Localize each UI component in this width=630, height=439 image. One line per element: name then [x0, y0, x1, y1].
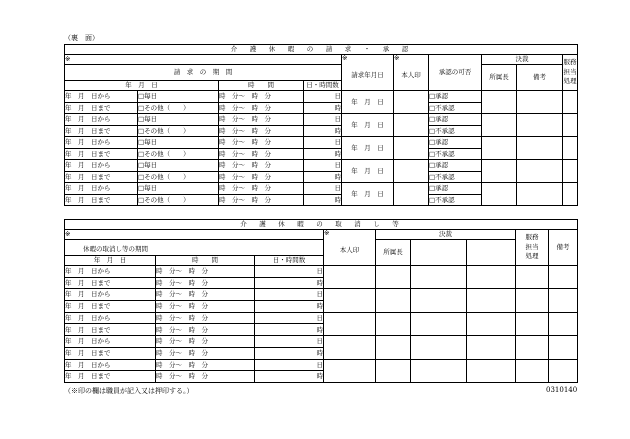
- days-header: 日・時間数: [304, 81, 342, 91]
- other-checkbox: □その他（ ）: [138, 102, 219, 114]
- time-range-cell: 時 分～ 時 分: [219, 91, 304, 103]
- time-range-cell: 時 分～ 時 分: [219, 137, 304, 149]
- chief-input-cell[interactable]: [482, 91, 517, 114]
- reject-checkbox: □不承認: [429, 148, 482, 160]
- hours-cell: 時: [255, 371, 324, 383]
- decision-header: 決裁: [376, 230, 516, 240]
- cancel-row: [65, 336, 578, 348]
- hours-cell: 時: [255, 301, 324, 313]
- period-end-cell: 年 月 日まで: [65, 171, 138, 183]
- period-end-cell: 年 月 日まで: [65, 347, 156, 359]
- decision-input-cell[interactable]: [467, 266, 516, 289]
- time-range-cell: 時 分～ 時 分: [219, 125, 304, 137]
- time-range-cell: 時 分～ 時 分: [219, 114, 304, 126]
- days-cell: 日: [255, 266, 324, 278]
- time-header: 時 間: [219, 81, 304, 91]
- chief-input-cell[interactable]: [376, 336, 411, 359]
- remarks-input-cell[interactable]: [549, 266, 578, 289]
- staff-input-cell[interactable]: [516, 266, 549, 289]
- cancel-row: [65, 289, 578, 301]
- decision-blank: [411, 240, 467, 266]
- reject-checkbox: □不承認: [429, 171, 482, 183]
- time-range-cell: 時 分～ 時 分: [156, 347, 255, 359]
- cancel-row: [65, 359, 578, 371]
- decision-input-cell[interactable]: [467, 312, 516, 335]
- seal-input-cell[interactable]: [394, 183, 429, 206]
- time-range-cell: 時 分～ 時 分: [219, 194, 304, 206]
- cancel-row: [65, 266, 578, 278]
- period-end-cell: 年 月 日まで: [65, 148, 138, 160]
- period-start-cell: 年 月 日から: [65, 160, 138, 172]
- remarks-input-cell[interactable]: [549, 289, 578, 312]
- chief-header: 所属長: [376, 240, 411, 266]
- hours-cell: 時: [304, 148, 342, 160]
- cancellation-table: [64, 219, 578, 383]
- days-cell: 日: [304, 183, 342, 195]
- staff-input-cell[interactable]: [563, 183, 578, 206]
- approval-header: 承認の可否: [429, 55, 482, 91]
- chief-input-cell[interactable]: [376, 359, 411, 382]
- period-end-cell: 年 月 日まで: [65, 277, 156, 289]
- request-table-title: 介 護 休 暇 の 請 求 ・ 承 認: [65, 45, 578, 55]
- request-date-header: ※ 請求年月日: [342, 55, 394, 91]
- remarks-input-cell[interactable]: [517, 114, 563, 137]
- decision-input-cell[interactable]: [411, 336, 467, 359]
- staff-input-cell[interactable]: [563, 137, 578, 160]
- period-end-cell: 年 月 日まで: [65, 371, 156, 383]
- hours-cell: 時: [304, 102, 342, 114]
- days-cell: 日: [304, 137, 342, 149]
- remarks-input-cell[interactable]: [549, 336, 578, 359]
- days-cell: 日: [304, 160, 342, 172]
- staff-input-cell[interactable]: [563, 114, 578, 137]
- daily-checkbox: □毎日: [138, 137, 219, 149]
- staff-input-cell[interactable]: [563, 160, 578, 183]
- period-end-cell: 年 月 日まで: [65, 125, 138, 137]
- seal-input-cell[interactable]: [394, 91, 429, 114]
- time-range-cell: 時 分～ 時 分: [156, 312, 255, 324]
- seal-input-cell[interactable]: [324, 359, 376, 382]
- decision-header: 決裁: [482, 55, 563, 65]
- time-range-cell: 時 分～ 時 分: [219, 171, 304, 183]
- period-end-cell: 年 月 日まで: [65, 102, 138, 114]
- date-header: 年 月 日: [65, 256, 156, 266]
- approve-checkbox: □承認: [429, 137, 482, 149]
- daily-checkbox: □毎日: [138, 160, 219, 172]
- hours-cell: 時: [255, 347, 324, 359]
- staff-input-cell[interactable]: [563, 91, 578, 114]
- chief-input-cell[interactable]: [482, 160, 517, 183]
- cancel-period-header: 休暇の取消し等の期間: [65, 240, 324, 256]
- decision-input-cell[interactable]: [411, 289, 467, 312]
- request-row: [65, 183, 578, 195]
- remarks-input-cell[interactable]: [549, 312, 578, 335]
- chief-input-cell[interactable]: [376, 312, 411, 335]
- period-end-cell: 年 月 日まで: [65, 194, 138, 206]
- period-start-cell: 年 月 日から: [65, 336, 156, 348]
- period-start-cell: 年 月 日から: [65, 312, 156, 324]
- chief-input-cell[interactable]: [482, 114, 517, 137]
- days-cell: 日: [255, 289, 324, 301]
- period-end-cell: 年 月 日まで: [65, 324, 156, 336]
- period-start-cell: 年 月 日から: [65, 137, 138, 149]
- other-checkbox: □その他（ ）: [138, 125, 219, 137]
- time-range-cell: 時 分～ 時 分: [156, 371, 255, 383]
- request-period-header: 請 求 の 期 間: [65, 65, 342, 81]
- seal-input-cell[interactable]: [324, 336, 376, 359]
- hours-cell: 時: [255, 277, 324, 289]
- staff-input-cell[interactable]: [516, 289, 549, 312]
- period-start-cell: 年 月 日から: [65, 266, 156, 278]
- form-code: 0310140: [546, 386, 578, 394]
- time-range-cell: 時 分～ 時 分: [156, 277, 255, 289]
- request-date-cell: 年 月 日: [342, 160, 394, 183]
- reject-checkbox: □不承認: [429, 125, 482, 137]
- chief-input-cell[interactable]: [482, 137, 517, 160]
- cancel-table-title: 介 護 休 暇 の 取 消 し 等: [65, 220, 578, 230]
- seal-input-cell[interactable]: [324, 312, 376, 335]
- request-date-cell: 年 月 日: [342, 91, 394, 114]
- approve-checkbox: □承認: [429, 183, 482, 195]
- hours-cell: 時: [304, 125, 342, 137]
- approve-checkbox: □承認: [429, 160, 482, 172]
- decision-input-cell[interactable]: [467, 289, 516, 312]
- hours-cell: 時: [255, 324, 324, 336]
- remarks-input-cell[interactable]: [517, 183, 563, 206]
- time-range-cell: 時 分～ 時 分: [156, 359, 255, 371]
- period-start-cell: 年 月 日から: [65, 91, 138, 103]
- seal-input-cell[interactable]: [324, 289, 376, 312]
- footnote: （※印の欄は職員が記入又は押印する。）: [64, 387, 194, 395]
- period-end-cell: 年 月 日まで: [65, 301, 156, 313]
- seal-header: ※ 本人印: [394, 55, 429, 91]
- request-row: [65, 91, 578, 103]
- time-range-cell: 時 分～ 時 分: [156, 336, 255, 348]
- chief-header: 所属長: [482, 65, 517, 91]
- staff-input-cell[interactable]: [516, 312, 549, 335]
- approve-checkbox: □承認: [429, 114, 482, 126]
- other-checkbox: □その他（ ）: [138, 194, 219, 206]
- request-date-cell: 年 月 日: [342, 114, 394, 137]
- remarks-header: 備考: [517, 65, 563, 91]
- daily-checkbox: □毎日: [138, 114, 219, 126]
- seal-input-cell[interactable]: [394, 114, 429, 137]
- remarks-input-cell[interactable]: [517, 91, 563, 114]
- seal-input-cell[interactable]: [394, 137, 429, 160]
- request-row: [65, 114, 578, 126]
- daily-checkbox: □毎日: [138, 183, 219, 195]
- other-checkbox: □その他（ ）: [138, 171, 219, 183]
- hours-cell: 時: [304, 194, 342, 206]
- days-cell: 日: [255, 312, 324, 324]
- reject-checkbox: □不承認: [429, 102, 482, 114]
- period-start-cell: 年 月 日から: [65, 359, 156, 371]
- time-header: 時 間: [156, 256, 255, 266]
- approve-checkbox: □承認: [429, 91, 482, 103]
- remarks-input-cell[interactable]: [517, 160, 563, 183]
- request-approval-table: [64, 44, 578, 206]
- request-row: [65, 137, 578, 149]
- period-start-cell: 年 月 日から: [65, 114, 138, 126]
- decision-input-cell[interactable]: [411, 312, 467, 335]
- days-cell: 日: [304, 91, 342, 103]
- time-range-cell: 時 分～ 時 分: [219, 102, 304, 114]
- chief-input-cell[interactable]: [376, 266, 411, 289]
- days-header: 日・時間数: [255, 256, 324, 266]
- seal-input-cell[interactable]: [394, 160, 429, 183]
- staff-input-cell[interactable]: [516, 336, 549, 359]
- daily-checkbox: □毎日: [138, 91, 219, 103]
- period-start-cell: 年 月 日から: [65, 289, 156, 301]
- staff-handling-header: 服務 担当 処理: [563, 55, 578, 91]
- date-header: 年 月 日: [65, 81, 219, 91]
- decision-input-cell[interactable]: [411, 359, 467, 382]
- period-start-cell: 年 月 日から: [65, 183, 138, 195]
- days-cell: 日: [255, 359, 324, 371]
- seal-header: ※ 本人印: [324, 230, 376, 266]
- chief-input-cell[interactable]: [482, 183, 517, 206]
- time-range-cell: 時 分～ 時 分: [219, 160, 304, 172]
- remarks-input-cell[interactable]: [517, 137, 563, 160]
- other-checkbox: □その他（ ）: [138, 148, 219, 160]
- staff-handling-header: 服務 担当 処理: [516, 230, 549, 266]
- time-range-cell: 時 分～ 時 分: [156, 266, 255, 278]
- days-cell: 日: [304, 114, 342, 126]
- time-range-cell: 時 分～ 時 分: [219, 148, 304, 160]
- mark-cell: ※: [65, 230, 324, 240]
- time-range-cell: 時 分～ 時 分: [219, 183, 304, 195]
- seal-input-cell[interactable]: [324, 266, 376, 289]
- cancel-row: [65, 312, 578, 324]
- reject-checkbox: □不承認: [429, 194, 482, 206]
- remarks-input-cell[interactable]: [549, 359, 578, 382]
- time-range-cell: 時 分～ 時 分: [156, 324, 255, 336]
- time-range-cell: 時 分～ 時 分: [156, 301, 255, 313]
- decision-input-cell[interactable]: [467, 359, 516, 382]
- hours-cell: 時: [304, 171, 342, 183]
- chief-input-cell[interactable]: [376, 289, 411, 312]
- decision-blank: [467, 240, 516, 266]
- page-side-label: （裏 面）: [64, 34, 99, 42]
- decision-input-cell[interactable]: [467, 336, 516, 359]
- request-date-cell: 年 月 日: [342, 137, 394, 160]
- days-cell: 日: [255, 336, 324, 348]
- remarks-header: 備考: [549, 230, 578, 266]
- staff-input-cell[interactable]: [516, 359, 549, 382]
- time-range-cell: 時 分～ 時 分: [156, 289, 255, 301]
- decision-input-cell[interactable]: [411, 266, 467, 289]
- mark-cell: ※: [65, 55, 342, 65]
- request-date-cell: 年 月 日: [342, 183, 394, 206]
- request-row: [65, 160, 578, 172]
